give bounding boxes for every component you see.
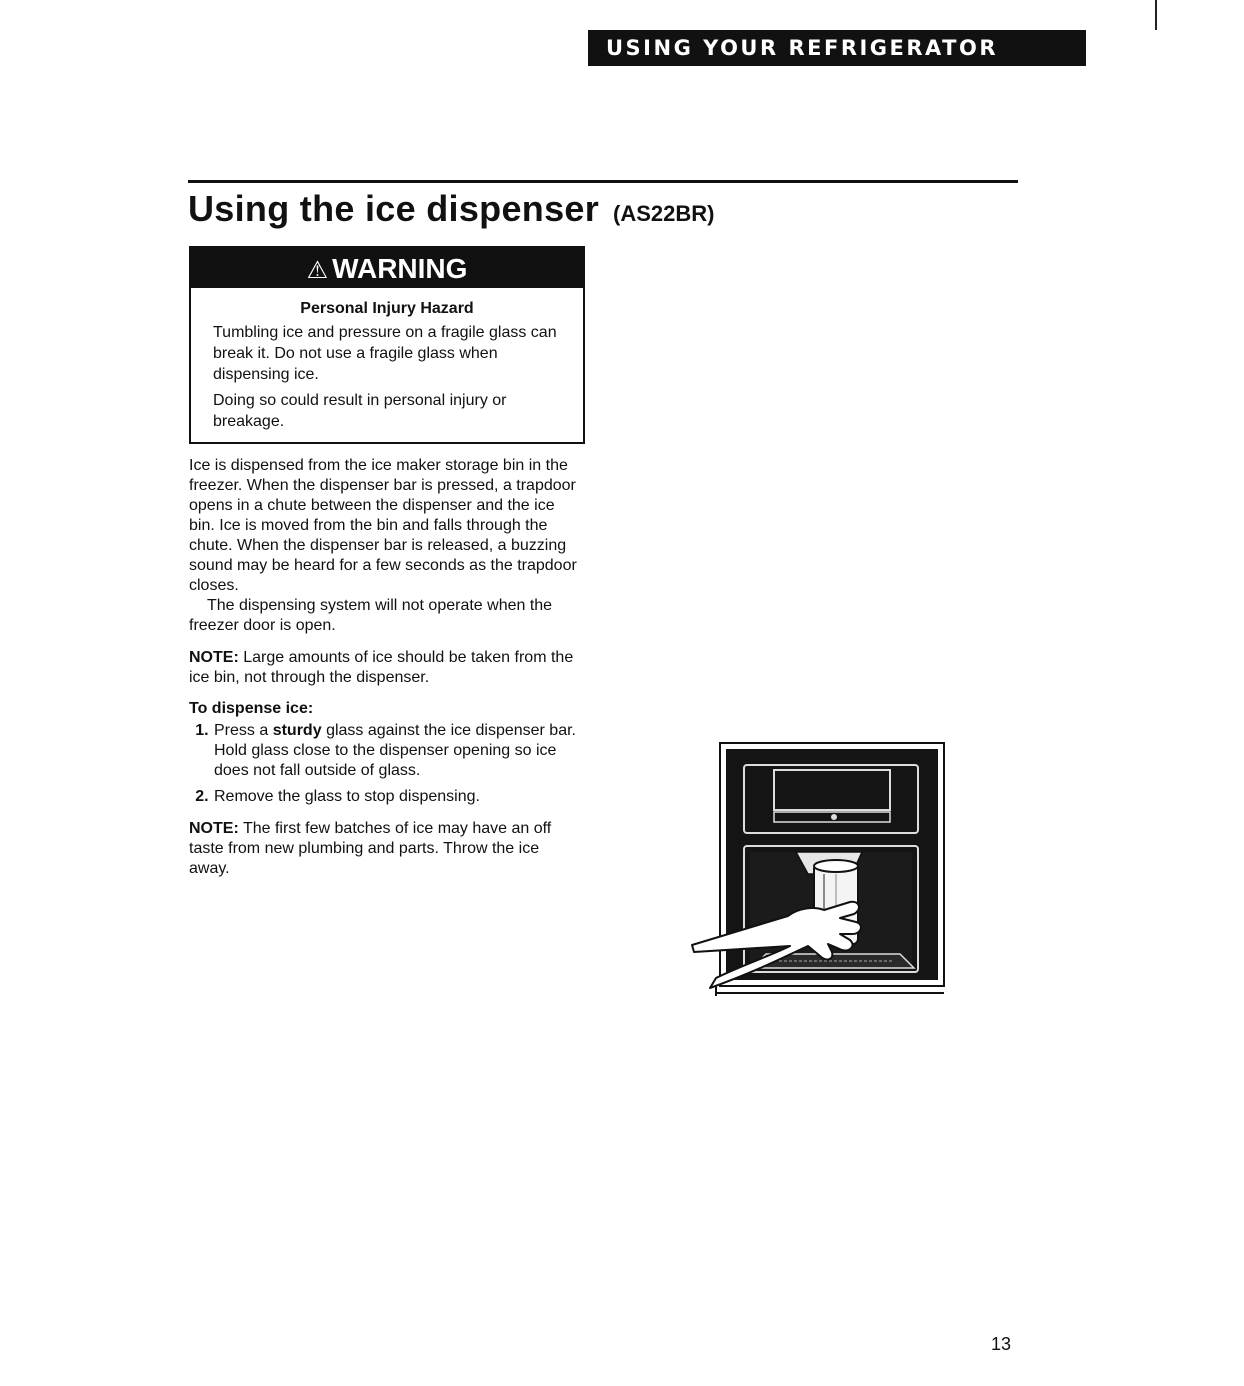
step-text: Press a <box>214 722 269 739</box>
note-label: NOTE: <box>189 649 239 666</box>
page-title-model: (AS22BR) <box>613 201 715 226</box>
page-title <box>188 188 715 230</box>
note-text: The first few batches of ice may have an off taste from new plumbing and parts. Throw the ice away. <box>189 820 552 877</box>
note-paragraph <box>189 819 581 879</box>
step-emphasis: sturdy <box>272 722 322 739</box>
warning-line: Tumbling ice and pressure on a fragile glass can break it. Do not use a fragile glass when dispensing ice. <box>213 324 557 383</box>
section-header-text: USING YOUR REFRIGERATOR <box>606 36 999 60</box>
ice-dispenser-icon <box>690 740 950 1002</box>
warning-label: WARNING <box>332 253 468 284</box>
warning-triangle-icon: ⚠ <box>306 257 329 284</box>
steps-heading: To dispense ice: <box>189 700 314 717</box>
warning-header <box>191 248 583 288</box>
body-paragraph: The dispensing system will not operate when the freezer door is open. <box>189 597 553 634</box>
note-text: Large amounts of ice should be taken from the ice bin, not through the dispenser. <box>189 649 574 686</box>
page-number: 13 <box>991 1334 1012 1354</box>
title-rule <box>188 180 1018 183</box>
step-item <box>213 721 581 781</box>
step-item <box>213 787 581 807</box>
page-edge-mark <box>1155 0 1157 30</box>
body-column <box>189 456 581 879</box>
section-header <box>588 30 1086 66</box>
step-text: glass against the ice dispenser bar. Hold glass close to the dispenser opening so ice does not fall outside of glass. <box>214 722 576 779</box>
warning-line: Doing so could result in personal injury or breakage. <box>213 392 507 430</box>
step-text: Remove the glass to stop dispensing. <box>214 788 480 805</box>
note-paragraph <box>189 648 581 688</box>
warning-box <box>189 246 585 444</box>
note-label: NOTE: <box>189 820 239 837</box>
warning-subtitle: Personal Injury Hazard <box>300 300 474 317</box>
body-paragraph: Ice is dispensed from the ice maker storage bin in the freezer. When the dispenser bar is pressed, a trapdoor opens in a chute between the dispenser and the ice bin. Ice is moved from the bin and falls through the chute. When the dispenser bar is released, a buzzing sound may be heard for a few seconds as the trapdoor closes. <box>189 457 577 594</box>
ice-dispenser-illustration <box>690 740 950 1002</box>
page-title-main: Using the ice dispenser <box>188 188 600 229</box>
steps-list <box>189 721 581 807</box>
